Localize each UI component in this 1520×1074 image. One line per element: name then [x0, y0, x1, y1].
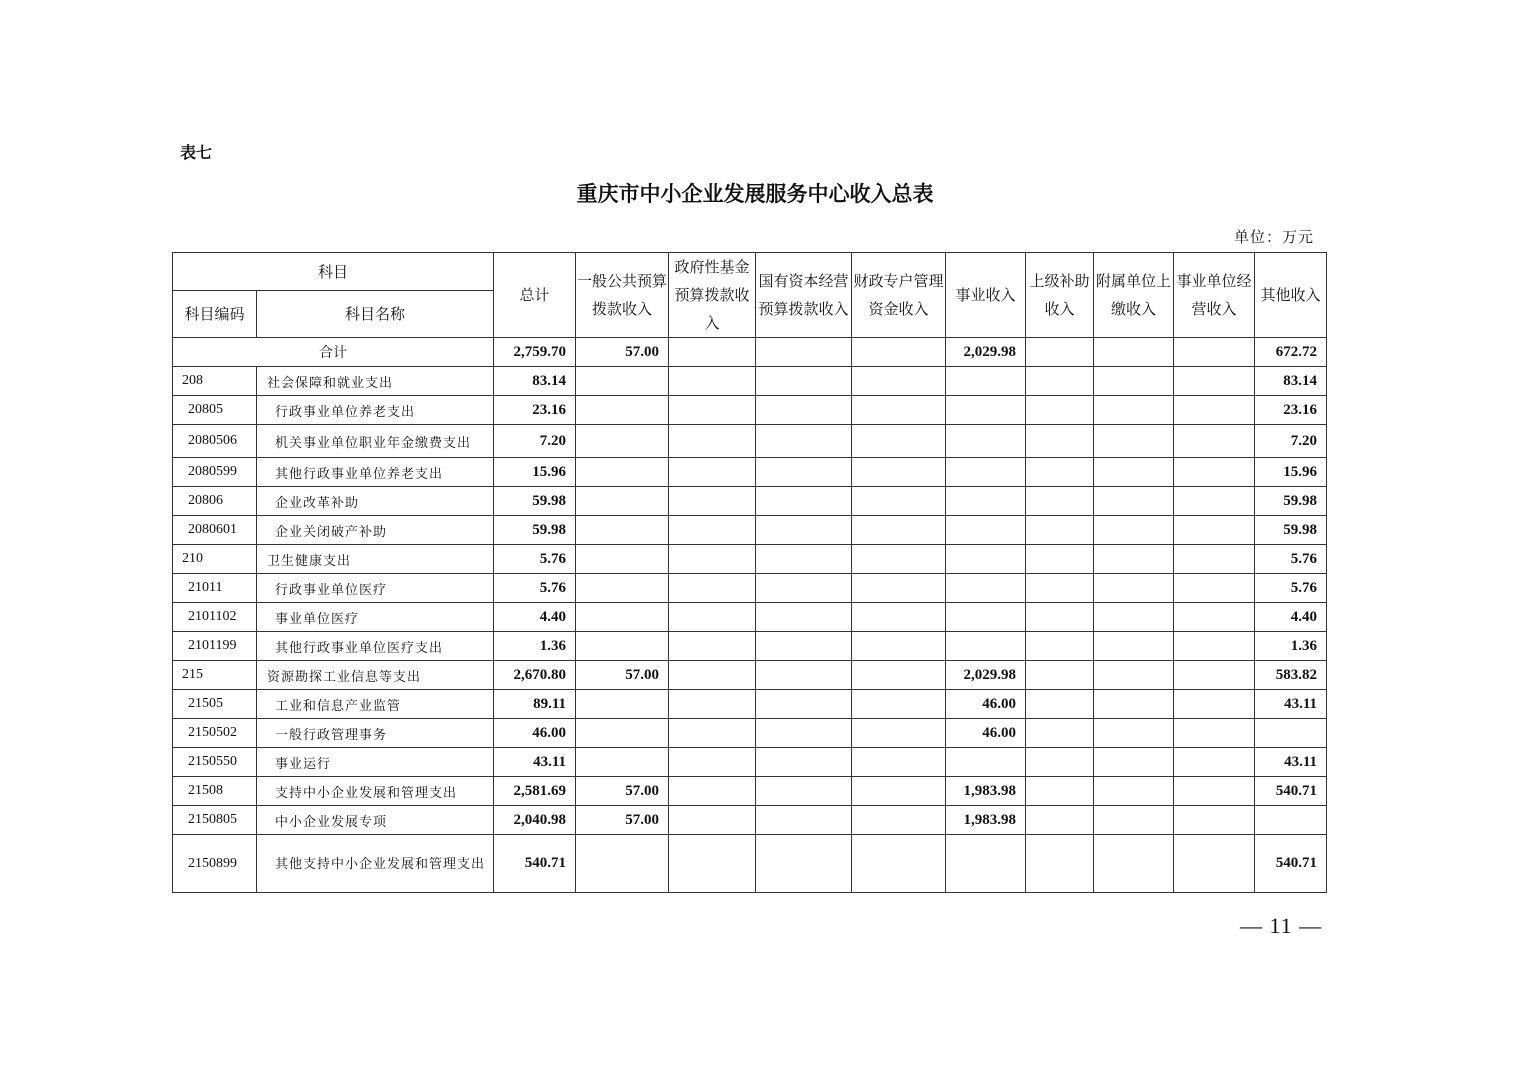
cell-name: 行政事业单位医疗 — [257, 574, 494, 603]
cell-fiscal-special — [852, 458, 946, 487]
cell-fiscal-special — [852, 690, 946, 719]
header-gov-fund: 政府性基金预算拨款收入 — [669, 253, 756, 338]
cell-other-income: 23.16 — [1255, 396, 1327, 425]
cell-other-income — [1255, 806, 1327, 835]
cell-business-operation — [1174, 545, 1255, 574]
cell-other-income: 7.20 — [1255, 425, 1327, 458]
cell-superior-subsidy — [1026, 574, 1094, 603]
header-total: 总计 — [494, 253, 576, 338]
cell-general-budget — [576, 425, 669, 458]
cell-code: 2080601 — [173, 516, 257, 545]
cell-state-capital — [756, 396, 852, 425]
cell-total: 46.00 — [494, 719, 576, 748]
cell-total: 4.40 — [494, 603, 576, 632]
cell-superior-subsidy — [1026, 690, 1094, 719]
cell-total: 1.36 — [494, 632, 576, 661]
cell-gov-fund — [669, 632, 756, 661]
cell-affiliated-remit — [1094, 835, 1174, 893]
cell-name: 其他支持中小企业发展和管理支出 — [257, 835, 494, 893]
page-number: — 11 — — [1240, 913, 1323, 938]
cell-general-budget — [576, 574, 669, 603]
table-row — [173, 777, 1327, 806]
table-label: 表七 — [180, 143, 213, 162]
cell-business-operation — [1174, 661, 1255, 690]
cell-gov-fund — [669, 545, 756, 574]
cell-fiscal-special — [852, 661, 946, 690]
cell-name: 机关事业单位职业年金缴费支出 — [257, 425, 494, 458]
cell-code: 2101199 — [173, 632, 257, 661]
header-fiscal-special: 财政专户管理资金收入 — [852, 253, 946, 338]
cell-code: 2150550 — [173, 748, 257, 777]
cell-business-operation — [1174, 806, 1255, 835]
cell-affiliated-remit — [1094, 367, 1174, 396]
cell-superior-subsidy — [1026, 545, 1094, 574]
cell-superior-subsidy — [1026, 661, 1094, 690]
cell-fiscal-special — [852, 574, 946, 603]
cell-gov-fund — [669, 574, 756, 603]
cell-business-income — [946, 516, 1026, 545]
table-row — [173, 396, 1327, 425]
cell-business-income — [946, 603, 1026, 632]
cell-business-operation — [1174, 603, 1255, 632]
cell-total: 59.98 — [494, 487, 576, 516]
cell-total: 83.14 — [494, 367, 576, 396]
cell-business-operation — [1174, 748, 1255, 777]
table-row — [173, 425, 1327, 458]
table-row — [173, 545, 1327, 574]
cell-other-income: 43.11 — [1255, 748, 1327, 777]
cell-state-capital — [756, 338, 852, 367]
cell-total: 5.76 — [494, 574, 576, 603]
cell-general-budget: 57.00 — [576, 777, 669, 806]
table-row — [173, 748, 1327, 777]
cell-general-budget — [576, 458, 669, 487]
cell-business-operation — [1174, 458, 1255, 487]
cell-state-capital — [756, 487, 852, 516]
cell-superior-subsidy — [1026, 338, 1094, 367]
table-row — [173, 806, 1327, 835]
cell-business-operation — [1174, 396, 1255, 425]
unit-label: 单位：万元 — [1233, 228, 1314, 246]
cell-state-capital — [756, 632, 852, 661]
cell-code: 2080599 — [173, 458, 257, 487]
table-row — [173, 690, 1327, 719]
cell-business-income: 46.00 — [946, 719, 1026, 748]
cell-code: 2101102 — [173, 603, 257, 632]
table-row — [173, 835, 1327, 893]
cell-superior-subsidy — [1026, 835, 1094, 893]
cell-superior-subsidy — [1026, 425, 1094, 458]
table-row — [173, 516, 1327, 545]
cell-superior-subsidy — [1026, 748, 1094, 777]
cell-name: 事业运行 — [257, 748, 494, 777]
cell-code: 215 — [173, 661, 257, 690]
header-affiliated-remit: 附属单位上缴收入 — [1094, 253, 1174, 338]
cell-total: 23.16 — [494, 396, 576, 425]
cell-affiliated-remit — [1094, 777, 1174, 806]
cell-gov-fund — [669, 425, 756, 458]
cell-business-income: 1,983.98 — [946, 806, 1026, 835]
header-business-operation: 事业单位经营收入 — [1174, 253, 1255, 338]
table-row — [173, 719, 1327, 748]
cell-business-income — [946, 632, 1026, 661]
cell-code: 208 — [173, 367, 257, 396]
cell-fiscal-special — [852, 338, 946, 367]
cell-state-capital — [756, 806, 852, 835]
cell-gov-fund — [669, 396, 756, 425]
cell-name: 其他行政事业单位养老支出 — [257, 458, 494, 487]
cell-affiliated-remit — [1094, 806, 1174, 835]
cell-total: 59.98 — [494, 516, 576, 545]
cell-name: 资源勘探工业信息等支出 — [257, 661, 494, 690]
cell-business-income — [946, 396, 1026, 425]
total-label: 合计 — [173, 338, 494, 367]
cell-general-budget — [576, 545, 669, 574]
header-other-income: 其他收入 — [1255, 253, 1327, 338]
cell-gov-fund — [669, 487, 756, 516]
cell-other-income: 59.98 — [1255, 516, 1327, 545]
cell-fiscal-special — [852, 777, 946, 806]
cell-business-income — [946, 367, 1026, 396]
cell-business-income: 46.00 — [946, 690, 1026, 719]
cell-code: 2150502 — [173, 719, 257, 748]
cell-code: 20806 — [173, 487, 257, 516]
cell-state-capital — [756, 690, 852, 719]
header-name: 科目名称 — [257, 291, 494, 338]
table-row — [173, 458, 1327, 487]
cell-business-operation — [1174, 690, 1255, 719]
cell-name: 企业关闭破产补助 — [257, 516, 494, 545]
cell-gov-fund — [669, 458, 756, 487]
cell-business-operation — [1174, 719, 1255, 748]
cell-other-income: 672.72 — [1255, 338, 1327, 367]
cell-gov-fund — [669, 748, 756, 777]
cell-business-operation — [1174, 632, 1255, 661]
cell-name: 企业改革补助 — [257, 487, 494, 516]
cell-business-operation — [1174, 777, 1255, 806]
cell-other-income: 43.11 — [1255, 690, 1327, 719]
cell-general-budget — [576, 487, 669, 516]
cell-affiliated-remit — [1094, 603, 1174, 632]
cell-total: 2,040.98 — [494, 806, 576, 835]
table-row — [173, 367, 1327, 396]
cell-gov-fund — [669, 367, 756, 396]
cell-business-income — [946, 748, 1026, 777]
cell-state-capital — [756, 545, 852, 574]
cell-affiliated-remit — [1094, 661, 1174, 690]
cell-name: 事业单位医疗 — [257, 603, 494, 632]
cell-affiliated-remit — [1094, 487, 1174, 516]
cell-state-capital — [756, 748, 852, 777]
cell-total: 89.11 — [494, 690, 576, 719]
cell-business-operation — [1174, 367, 1255, 396]
cell-affiliated-remit — [1094, 458, 1174, 487]
cell-name: 其他行政事业单位医疗支出 — [257, 632, 494, 661]
cell-other-income: 1.36 — [1255, 632, 1327, 661]
cell-general-budget: 57.00 — [576, 806, 669, 835]
cell-business-income: 1,983.98 — [946, 777, 1026, 806]
cell-affiliated-remit — [1094, 396, 1174, 425]
cell-gov-fund — [669, 835, 756, 893]
cell-total: 7.20 — [494, 425, 576, 458]
cell-other-income: 540.71 — [1255, 777, 1327, 806]
cell-general-budget — [576, 632, 669, 661]
cell-business-income: 2,029.98 — [946, 338, 1026, 367]
cell-affiliated-remit — [1094, 425, 1174, 458]
cell-name: 行政事业单位养老支出 — [257, 396, 494, 425]
cell-business-operation — [1174, 338, 1255, 367]
cell-general-budget — [576, 719, 669, 748]
cell-general-budget — [576, 396, 669, 425]
document-title: 重庆市中小企业发展服务中心收入总表 — [576, 181, 934, 206]
table-row — [173, 661, 1327, 690]
cell-gov-fund — [669, 777, 756, 806]
cell-superior-subsidy — [1026, 777, 1094, 806]
cell-state-capital — [756, 603, 852, 632]
cell-name: 支持中小企业发展和管理支出 — [257, 777, 494, 806]
cell-fiscal-special — [852, 516, 946, 545]
cell-other-income: 15.96 — [1255, 458, 1327, 487]
cell-general-budget — [576, 516, 669, 545]
cell-state-capital — [756, 574, 852, 603]
cell-fiscal-special — [852, 487, 946, 516]
cell-fiscal-special — [852, 719, 946, 748]
cell-affiliated-remit — [1094, 338, 1174, 367]
cell-total: 540.71 — [494, 835, 576, 893]
cell-fiscal-special — [852, 396, 946, 425]
cell-fiscal-special — [852, 367, 946, 396]
cell-superior-subsidy — [1026, 396, 1094, 425]
cell-affiliated-remit — [1094, 516, 1174, 545]
cell-business-income — [946, 458, 1026, 487]
cell-general-budget — [576, 603, 669, 632]
cell-superior-subsidy — [1026, 367, 1094, 396]
cell-gov-fund — [669, 719, 756, 748]
cell-general-budget — [576, 690, 669, 719]
cell-other-income: 4.40 — [1255, 603, 1327, 632]
cell-state-capital — [756, 835, 852, 893]
header-general-budget: 一般公共预算拨款收入 — [576, 253, 669, 338]
header-superior-subsidy: 上级补助收入 — [1026, 253, 1094, 338]
cell-gov-fund — [669, 661, 756, 690]
cell-state-capital — [756, 661, 852, 690]
cell-superior-subsidy — [1026, 806, 1094, 835]
cell-affiliated-remit — [1094, 574, 1174, 603]
cell-fiscal-special — [852, 545, 946, 574]
cell-other-income: 83.14 — [1255, 367, 1327, 396]
cell-fiscal-special — [852, 632, 946, 661]
cell-general-budget: 57.00 — [576, 338, 669, 367]
cell-fiscal-special — [852, 425, 946, 458]
cell-superior-subsidy — [1026, 719, 1094, 748]
cell-gov-fund — [669, 806, 756, 835]
cell-fiscal-special — [852, 806, 946, 835]
cell-code: 2080506 — [173, 425, 257, 458]
cell-business-income — [946, 835, 1026, 893]
cell-business-operation — [1174, 516, 1255, 545]
cell-gov-fund — [669, 690, 756, 719]
cell-business-income: 2,029.98 — [946, 661, 1026, 690]
cell-state-capital — [756, 719, 852, 748]
cell-business-income — [946, 574, 1026, 603]
cell-total: 43.11 — [494, 748, 576, 777]
cell-affiliated-remit — [1094, 545, 1174, 574]
cell-business-income — [946, 487, 1026, 516]
cell-code: 21011 — [173, 574, 257, 603]
cell-total: 2,670.80 — [494, 661, 576, 690]
cell-code: 2150899 — [173, 835, 257, 893]
table-row — [173, 574, 1327, 603]
cell-other-income: 5.76 — [1255, 545, 1327, 574]
cell-superior-subsidy — [1026, 458, 1094, 487]
income-summary-table — [172, 252, 1327, 893]
cell-affiliated-remit — [1094, 632, 1174, 661]
cell-code: 2150805 — [173, 806, 257, 835]
cell-other-income: 5.76 — [1255, 574, 1327, 603]
cell-superior-subsidy — [1026, 603, 1094, 632]
cell-gov-fund — [669, 516, 756, 545]
cell-name: 卫生健康支出 — [257, 545, 494, 574]
cell-business-income — [946, 425, 1026, 458]
table-row — [173, 487, 1327, 516]
cell-superior-subsidy — [1026, 632, 1094, 661]
cell-general-budget — [576, 835, 669, 893]
cell-total: 15.96 — [494, 458, 576, 487]
table-row — [173, 603, 1327, 632]
cell-gov-fund — [669, 338, 756, 367]
table-body — [173, 338, 1327, 893]
cell-superior-subsidy — [1026, 516, 1094, 545]
cell-fiscal-special — [852, 748, 946, 777]
cell-name: 工业和信息产业监管 — [257, 690, 494, 719]
header-subject: 科目 — [173, 253, 494, 291]
cell-name: 一般行政管理事务 — [257, 719, 494, 748]
cell-affiliated-remit — [1094, 719, 1174, 748]
total-row — [173, 338, 1327, 367]
cell-affiliated-remit — [1094, 748, 1174, 777]
cell-business-operation — [1174, 487, 1255, 516]
cell-code: 21508 — [173, 777, 257, 806]
cell-affiliated-remit — [1094, 690, 1174, 719]
cell-business-operation — [1174, 574, 1255, 603]
cell-state-capital — [756, 777, 852, 806]
cell-code: 20805 — [173, 396, 257, 425]
cell-total: 2,759.70 — [494, 338, 576, 367]
cell-fiscal-special — [852, 835, 946, 893]
cell-other-income: 59.98 — [1255, 487, 1327, 516]
table-row — [173, 632, 1327, 661]
cell-state-capital — [756, 367, 852, 396]
cell-business-income — [946, 545, 1026, 574]
cell-business-operation — [1174, 835, 1255, 893]
header-business-income: 事业收入 — [946, 253, 1026, 338]
cell-superior-subsidy — [1026, 487, 1094, 516]
header-code: 科目编码 — [173, 291, 257, 338]
cell-state-capital — [756, 516, 852, 545]
cell-code: 21505 — [173, 690, 257, 719]
cell-total: 2,581.69 — [494, 777, 576, 806]
cell-other-income — [1255, 719, 1327, 748]
cell-name: 中小企业发展专项 — [257, 806, 494, 835]
cell-general-budget — [576, 748, 669, 777]
cell-state-capital — [756, 425, 852, 458]
cell-total: 5.76 — [494, 545, 576, 574]
cell-other-income: 583.82 — [1255, 661, 1327, 690]
header-state-capital: 国有资本经营预算拨款收入 — [756, 253, 852, 338]
cell-other-income: 540.71 — [1255, 835, 1327, 893]
cell-code: 210 — [173, 545, 257, 574]
cell-business-operation — [1174, 425, 1255, 458]
cell-state-capital — [756, 458, 852, 487]
cell-fiscal-special — [852, 603, 946, 632]
cell-name: 社会保障和就业支出 — [257, 367, 494, 396]
cell-general-budget — [576, 367, 669, 396]
cell-general-budget: 57.00 — [576, 661, 669, 690]
cell-gov-fund — [669, 603, 756, 632]
